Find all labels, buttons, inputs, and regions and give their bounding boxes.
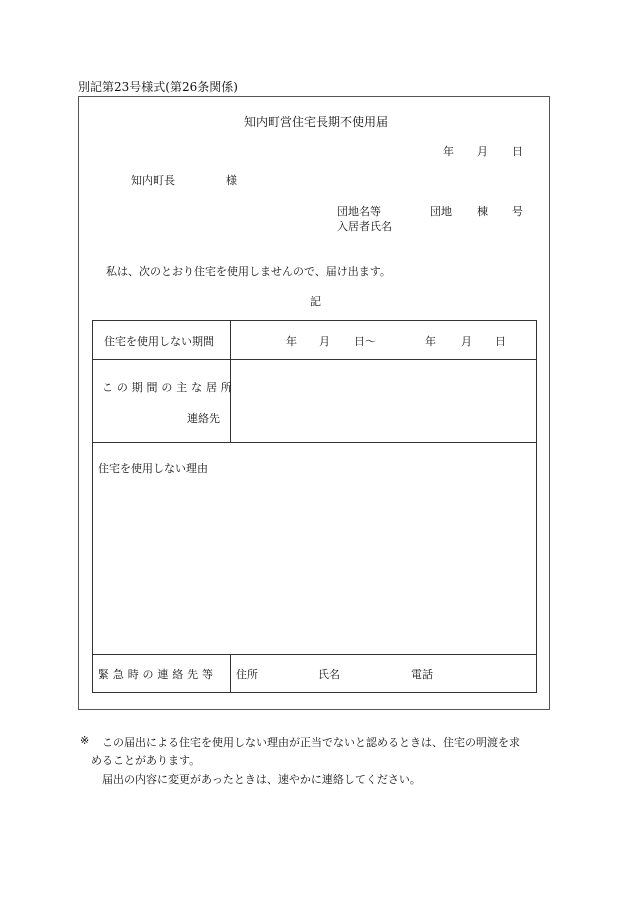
note-mark: ※ (80, 734, 90, 747)
complex-label: 団地名等 (337, 205, 381, 218)
date-month-label: 月 (477, 145, 488, 158)
note-line-2: めることがあります。 (91, 754, 201, 767)
period-label: 住宅を使用しない期間 (104, 335, 214, 348)
form-number: 別記第23号様式(第26条関係) (78, 80, 238, 94)
table-row-divider-3 (93, 654, 536, 655)
detail-table (92, 320, 537, 693)
period-start-day: 日〜 (354, 335, 376, 348)
emergency-address-label: 住所 (236, 668, 258, 681)
emergency-name-label: 氏名 (318, 668, 340, 681)
ki-mark: 記 (310, 295, 321, 308)
table-row-divider-1 (93, 359, 536, 360)
period-end-year: 年 (425, 335, 436, 348)
period-start-month: 月 (319, 335, 330, 348)
complex-unit: 団地 (430, 205, 452, 218)
reason-label: 住宅を使用しない理由 (98, 462, 208, 475)
note-line-3: 届出の内容に変更があったときは、速やかに連絡してください。 (102, 773, 421, 786)
residence-label: この期間の主な居所 (102, 381, 236, 394)
period-end-day: 日 (495, 335, 506, 348)
table-col-divider-lower (230, 654, 231, 692)
emergency-phone-label: 電話 (411, 668, 433, 681)
table-row-divider-2 (93, 442, 536, 443)
period-end-month: 月 (461, 335, 472, 348)
note-line-1: この届出による住宅を使用しない理由が正当でないと認めるときは、住宅の明渡を求 (102, 736, 520, 749)
period-start-year: 年 (286, 335, 297, 348)
contact-label: 連絡先 (187, 412, 220, 425)
addressee-honorific: 様 (226, 174, 237, 187)
building-unit: 棟 (477, 205, 488, 218)
room-unit: 号 (512, 205, 523, 218)
form-title: 知内町営住宅長期不使用届 (244, 115, 389, 129)
addressee-name: 知内町長 (131, 174, 175, 187)
statement-text: 私は、次のとおり住宅を使用しませんので、届け出ます。 (106, 265, 391, 278)
date-day-label: 日 (512, 145, 523, 158)
emergency-label: 緊急時の連絡先等 (98, 668, 217, 681)
date-year-label: 年 (443, 145, 454, 158)
resident-name-label: 入居者氏名 (337, 220, 392, 233)
